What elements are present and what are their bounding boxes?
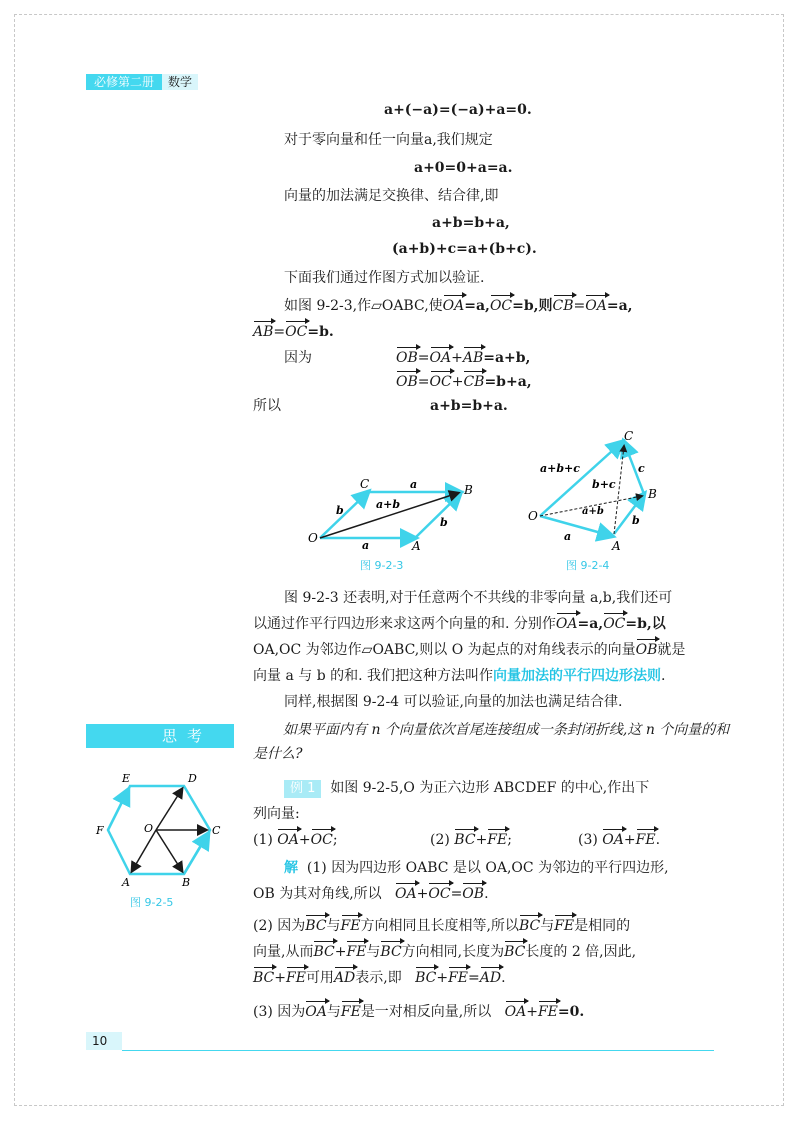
subject-title: 数学 [162,74,198,90]
example-1-line-2: 列向量: [253,806,300,822]
solution-line-5: BC+FE可用AD表示,即 BC+FE=AD. [253,970,506,986]
parallelogram-rule-term: 向量加法的平行四边形法则 [493,668,662,684]
example-tag: 例 1 [284,780,321,798]
solution-line-4: 向量,从而BC+FE与BC方向相同,长度为BC长度的 2 倍,因此, [253,944,637,960]
label-B2: B [648,487,657,501]
vector-FE [108,790,128,830]
because-eq-1: OB=OA+AB=a+b, [396,350,531,366]
figure-9-2-5 [94,770,230,890]
label-b-right: b [440,516,448,529]
para-1-line-1: 图 9-2-3 还表明,对于任意两个不共线的非零向量 a,b,我们还可 [284,590,673,606]
text-zero-vector: 对于零向量和任一向量a,我们规定 [284,132,493,148]
label-A: A [412,539,421,553]
example-1-option-2: (2) BC+FE; [430,832,512,848]
example-1-line-1: 例 1 如图 9-2-5,O 为正六边形 ABCDEF 的中心,作出下 [284,778,649,798]
label-A3: A [122,876,130,889]
think-text: 如果平面内有 n 个向量依次首尾连接组成一条封闭折线,这 n 个向量的和是什么? [253,722,730,762]
label-D: D [188,772,197,785]
label-a-plus-b: a+b [376,498,401,511]
label-A2: A [612,539,621,553]
text-verify: 下面我们通过作图方式加以验证. [284,270,485,286]
therefore-eq: a+b=b+a. [430,398,508,414]
example-1-option-3: (3) OA+FE. [578,832,661,848]
label-b2: b [632,514,640,527]
label-a2: a [564,530,572,543]
label-b-left: b [336,504,344,517]
label-a-b-c: a+b+c [540,462,580,475]
para-2: 同样,根据图 9-2-4 可以验证,向量的加法也满足结合律. [284,694,623,710]
label-C2: C [624,429,634,443]
eq-zero: a+0=0+a=a. [414,160,513,176]
label-C3: C [212,824,221,837]
label-b-c: b+c [592,478,616,491]
caption-9-2-3: 图 9-2-3 [360,559,404,572]
because-eq-2: OB=OC+CB=b+a, [396,374,532,390]
footer-rule [122,1050,714,1051]
vector-a [540,516,612,536]
figure-9-2-4 [520,428,670,558]
label-c2: c [638,462,645,475]
label-a-top: a [410,478,418,491]
label-O: O [308,531,318,545]
page-number: 10 [86,1032,122,1050]
para-1-line-3: OA,OC 为邻边作▱OABC,则以 O 为起点的对角线表示的向量OB就是 [253,642,686,658]
therefore-label: 所以 [253,398,281,414]
because-line: 因为 [284,350,312,366]
solution-line-3: (2) 因为BC与FE方向相同且长度相等,所以BC与FE是相同的 [253,918,631,934]
solution-line-6: (3) 因为OA与FE是一对相反向量,所以 OA+FE=0. [253,1004,585,1020]
book-title: 必修第二册 [86,74,162,90]
label-a-bottom: a [362,539,370,552]
label-O3: O [144,822,154,835]
label-C: C [360,477,370,491]
eq-commutative: a+b=b+a, [432,215,510,231]
label-B: B [464,483,473,497]
text-laws: 向量的加法满足交换律、结合律,即 [284,188,499,204]
text-construct-2: AB=OC=b. [253,324,334,340]
eq-inverse: a+(−a)=(−a)+a=0. [384,102,532,118]
vector-OD [156,789,182,830]
label-O2: O [528,509,538,523]
think-title: 思考 [86,724,234,748]
vector-AB [415,494,460,538]
solution-tag: 解 [284,860,298,876]
eq-associative: (a+b)+c=a+(b+c). [392,241,537,257]
para-1-line-2: 以通过作平行四边形来求这两个向量的和. 分别作OA=a,OC=b,以 [253,616,666,632]
running-header [86,74,198,90]
figure-9-2-3 [300,470,500,555]
solution-line-1: 解 (1) 因为四边形 OABC 是以 OA,OC 为邻边的平行四边形, [284,860,669,876]
label-E: E [122,772,131,785]
text-construct: 如图 9-2-3,作▱OABC,使OA=a,OC=b,则CB=OA=a, [284,298,633,314]
label-F: F [96,824,104,837]
solution-line-2: OB 为其对角线,所以 OA+OC=OB. [253,886,489,902]
label-B3: B [182,876,191,889]
vector-OA [132,830,156,871]
caption-9-2-4: 图 9-2-4 [566,559,610,572]
vector-BC [184,834,208,874]
label-a-b2: a+b [582,506,604,517]
example-1-options: (1) OA+OC; [253,832,338,848]
vector-OC [320,492,368,538]
vector-OB [156,830,182,871]
caption-9-2-5: 图 9-2-5 [130,896,174,909]
para-1-line-4: 向量 a 与 b 的和. 我们把这种方法叫作向量加法的平行四边形法则. [253,668,666,684]
